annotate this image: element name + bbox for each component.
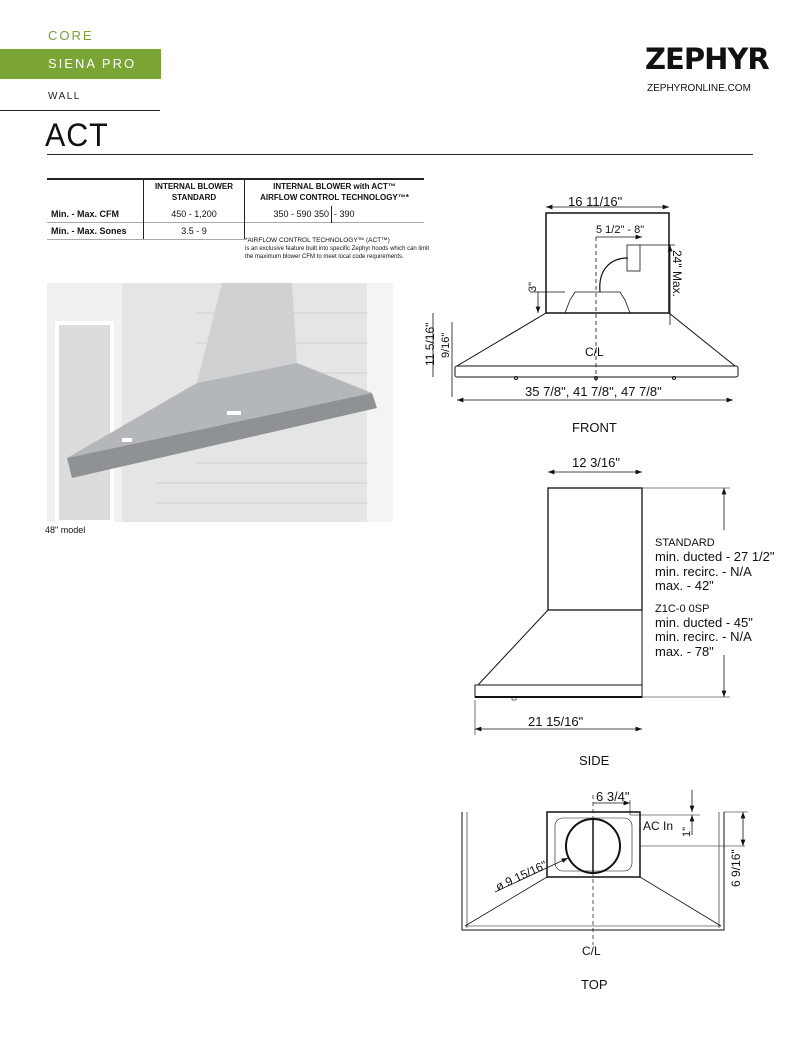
top-view xyxy=(462,790,748,945)
front-hood-height: 11 5/16" xyxy=(423,322,437,366)
row-label: Min. - Max. CFM xyxy=(47,206,144,223)
zephyr-logo: ZEPHYR xyxy=(645,42,769,76)
extension-min-recirc: min. recirc. - N/A xyxy=(655,629,752,644)
header-line: AIRFLOW CONTROL TECHNOLOGY™* xyxy=(260,193,409,202)
front-widths: 35 7/8", 41 7/8", 47 7/8" xyxy=(525,384,662,399)
cfm-act-a: 350 - 590 350 xyxy=(245,206,332,223)
footnote-title: *AIRFLOW CONTROL TECHNOLOGY™ (ACT™) xyxy=(245,237,390,244)
footnote-body: is an exclusive feature built into specific Zephyr hoods which can limit the maximum blower CFM to meet local code requirements. xyxy=(245,246,430,260)
ac-offset: 1" xyxy=(681,826,693,837)
hood-type: WALL xyxy=(48,91,81,102)
duct-diameter: ø 9 15/16" xyxy=(493,857,550,894)
top-centerline: C/L xyxy=(582,944,601,958)
act-logo: ACT xyxy=(45,117,109,153)
standard-min-ducted: min. ducted - 27 1/2" xyxy=(655,549,775,564)
front-outlet-offset: 5 1/2" - 8" xyxy=(596,224,645,236)
side-chimney-depth: 12 3/16" xyxy=(572,455,620,470)
photo-caption: 48" model xyxy=(45,525,86,535)
ac-in-label: AC In xyxy=(643,819,674,833)
top-view-title: TOP xyxy=(581,977,608,992)
header-line: INTERNAL BLOWER with ACT™ xyxy=(273,182,396,191)
front-view-title: FRONT xyxy=(572,420,617,435)
front-rim-height: 9/16" xyxy=(440,332,452,358)
header-line: STANDARD xyxy=(171,193,217,202)
row-label: Min. - Max. Sones xyxy=(47,223,144,240)
top-depth: 6 9/16" xyxy=(729,849,743,887)
top-offset: 6 3/4" xyxy=(596,789,630,804)
standard-min-recirc: min. recirc. - N/A xyxy=(655,564,752,579)
website-link[interactable]: ZEPHYRONLINE.COM xyxy=(647,83,751,94)
sones-standard: 3.5 - 9 xyxy=(144,223,245,240)
front-view xyxy=(433,207,738,400)
extension-min-ducted: min. ducted - 45" xyxy=(655,615,753,630)
cfm-standard: 450 - 1,200 xyxy=(144,206,245,223)
header-line: INTERNAL BLOWER xyxy=(154,182,234,191)
front-centerline: C/L xyxy=(585,345,604,359)
side-hood-depth: 21 15/16" xyxy=(528,714,584,729)
front-blower-height: 3" xyxy=(527,281,539,292)
standard-max: max. - 42" xyxy=(655,578,714,593)
extension-label: Z1C-0 0SP xyxy=(655,603,710,615)
front-chimney-width: 16 11/16" xyxy=(568,194,623,209)
model-name: SIENA PRO xyxy=(48,56,137,71)
side-view-title: SIDE xyxy=(579,753,610,768)
front-outlet-height: 24" Max. xyxy=(670,250,684,297)
extension-max: max. - 78" xyxy=(655,644,714,659)
series-label: CORE xyxy=(48,28,94,43)
standard-label: STANDARD xyxy=(655,537,715,549)
cfm-act-b: - 390 xyxy=(334,209,355,219)
